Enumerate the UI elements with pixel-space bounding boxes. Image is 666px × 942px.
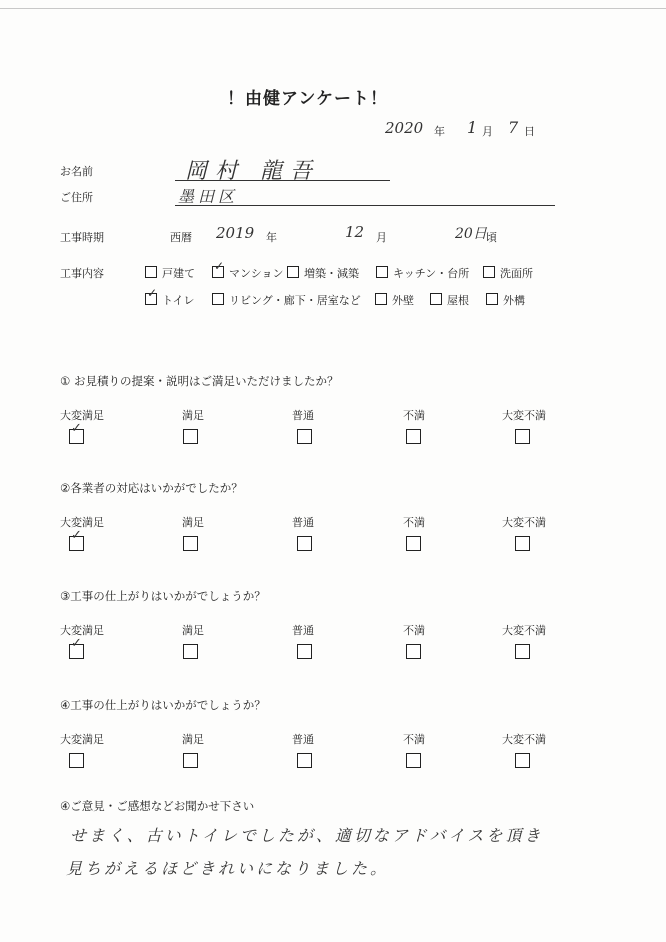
rating-label: 普通 bbox=[292, 516, 314, 529]
question-text: ① お見積りの提案・説明はご満足いただけましたか？ bbox=[60, 374, 339, 388]
rating-label: 普通 bbox=[292, 409, 314, 422]
question-text: ②各業者の対応はいかがでしたか？ bbox=[60, 481, 243, 495]
rating-label: 普通 bbox=[292, 733, 314, 746]
name-underline bbox=[175, 180, 390, 181]
rating-checkbox[interactable] bbox=[297, 753, 312, 768]
date-day: 7 bbox=[508, 118, 519, 137]
rating-checkbox[interactable] bbox=[183, 536, 198, 551]
rating-label: 不満 bbox=[403, 516, 425, 529]
work-option-checkbox[interactable] bbox=[486, 293, 498, 305]
work-option-label: トイレ bbox=[162, 294, 195, 307]
rating-checkbox[interactable] bbox=[406, 753, 421, 768]
work-option-checkbox[interactable] bbox=[287, 266, 299, 278]
rating-checkbox[interactable] bbox=[515, 429, 530, 444]
work-option-checkbox[interactable] bbox=[145, 266, 157, 278]
rating-checkbox[interactable] bbox=[297, 644, 312, 659]
date-day-unit: 日 bbox=[524, 125, 535, 138]
work-option-checkbox[interactable] bbox=[483, 266, 495, 278]
period-year-unit: 年 bbox=[266, 231, 277, 244]
rating-label: 普通 bbox=[292, 624, 314, 637]
work-option-label: 増築・減築 bbox=[304, 267, 359, 280]
check-mark-icon: ✓ bbox=[71, 421, 82, 436]
rating-checkbox[interactable] bbox=[69, 421, 84, 444]
rating-label: 満足 bbox=[182, 409, 204, 422]
work-option-checkbox[interactable] bbox=[375, 293, 387, 305]
period-suffix: 頃 bbox=[486, 231, 497, 244]
comment-line-2: 見ちがえるほどきれいになりました。 bbox=[66, 859, 390, 878]
rating-checkbox[interactable] bbox=[515, 644, 530, 659]
rating-label: 大変不満 bbox=[502, 516, 546, 529]
work-option-label: 屋根 bbox=[447, 294, 469, 307]
rating-checkbox[interactable] bbox=[183, 753, 198, 768]
rating-checkbox[interactable] bbox=[406, 536, 421, 551]
period-month-unit: 月 bbox=[376, 231, 387, 244]
work-option-label: マンション bbox=[229, 267, 284, 280]
rating-checkbox[interactable] bbox=[406, 644, 421, 659]
name-value: 岡村 龍吾 bbox=[185, 159, 320, 184]
rating-label: 大変満足 bbox=[60, 516, 104, 529]
check-mark-icon: ✓ bbox=[71, 528, 82, 543]
rating-label: 大変満足 bbox=[60, 409, 104, 422]
work-option-label: リビング・廊下・居室など bbox=[229, 294, 361, 307]
check-mark-icon: ✓ bbox=[71, 636, 82, 651]
check-mark-icon: ✓ bbox=[147, 286, 158, 300]
date-month: 1 bbox=[467, 118, 478, 137]
work-option-checkbox[interactable] bbox=[212, 259, 225, 278]
rating-checkbox[interactable] bbox=[515, 536, 530, 551]
page-title: ！由健アンケート！ bbox=[227, 89, 388, 109]
rating-label: 大変不満 bbox=[502, 624, 546, 637]
work-type-label: 工事内容 bbox=[60, 267, 104, 280]
work-option-checkbox[interactable] bbox=[212, 293, 224, 305]
period-day: 20日 bbox=[455, 226, 487, 242]
comment-line-1: せまく、古いトイレでしたが、適切なアドバイスを頂き bbox=[70, 826, 544, 845]
rating-checkbox[interactable] bbox=[406, 429, 421, 444]
check-mark-icon: ✓ bbox=[214, 259, 225, 273]
rating-label: 大変満足 bbox=[60, 733, 104, 746]
rating-label: 満足 bbox=[182, 733, 204, 746]
period-year: 2019 bbox=[216, 224, 255, 242]
work-option-label: 外構 bbox=[503, 294, 525, 307]
rating-label: 満足 bbox=[182, 516, 204, 529]
work-option-label: 戸建て bbox=[162, 267, 195, 280]
scan-top-edge bbox=[0, 8, 666, 9]
rating-checkbox[interactable] bbox=[297, 536, 312, 551]
period-month: 12 bbox=[345, 223, 365, 241]
rating-label: 満足 bbox=[182, 624, 204, 637]
period-label: 工事時期 bbox=[60, 231, 104, 244]
address-value: 墨田区 bbox=[178, 187, 239, 206]
period-era: 西暦 bbox=[170, 231, 192, 244]
rating-label: 大変不満 bbox=[502, 409, 546, 422]
work-option-checkbox[interactable] bbox=[145, 286, 158, 305]
rating-checkbox[interactable] bbox=[69, 636, 84, 659]
work-option-label: キッチン・台所 bbox=[393, 267, 470, 280]
address-underline bbox=[175, 205, 555, 206]
rating-checkbox[interactable] bbox=[515, 753, 530, 768]
date-year-unit: 年 bbox=[434, 125, 445, 138]
question-text: ④工事の仕上がりはいかがでしょうか？ bbox=[60, 698, 266, 712]
question-text: ③工事の仕上がりはいかがでしょうか？ bbox=[60, 589, 266, 603]
address-label: ご住所 bbox=[60, 191, 93, 204]
rating-label: 大変不満 bbox=[502, 733, 546, 746]
name-label: お名前 bbox=[60, 165, 93, 178]
rating-checkbox[interactable] bbox=[183, 429, 198, 444]
rating-checkbox[interactable] bbox=[69, 528, 84, 551]
rating-label: 不満 bbox=[403, 624, 425, 637]
work-option-checkbox[interactable] bbox=[376, 266, 388, 278]
work-option-label: 外壁 bbox=[392, 294, 414, 307]
work-option-label: 洗面所 bbox=[500, 267, 533, 280]
rating-label: 不満 bbox=[403, 733, 425, 746]
date-year: 2020 bbox=[385, 119, 424, 137]
rating-checkbox[interactable] bbox=[297, 429, 312, 444]
rating-checkbox[interactable] bbox=[183, 644, 198, 659]
date-month-unit: 月 bbox=[482, 125, 493, 138]
comment-label: ④ご意見・ご感想などお聞かせ下さい bbox=[60, 799, 255, 813]
rating-label: 不満 bbox=[403, 409, 425, 422]
rating-label: 大変満足 bbox=[60, 624, 104, 637]
work-option-checkbox[interactable] bbox=[430, 293, 442, 305]
rating-checkbox[interactable] bbox=[69, 753, 84, 768]
